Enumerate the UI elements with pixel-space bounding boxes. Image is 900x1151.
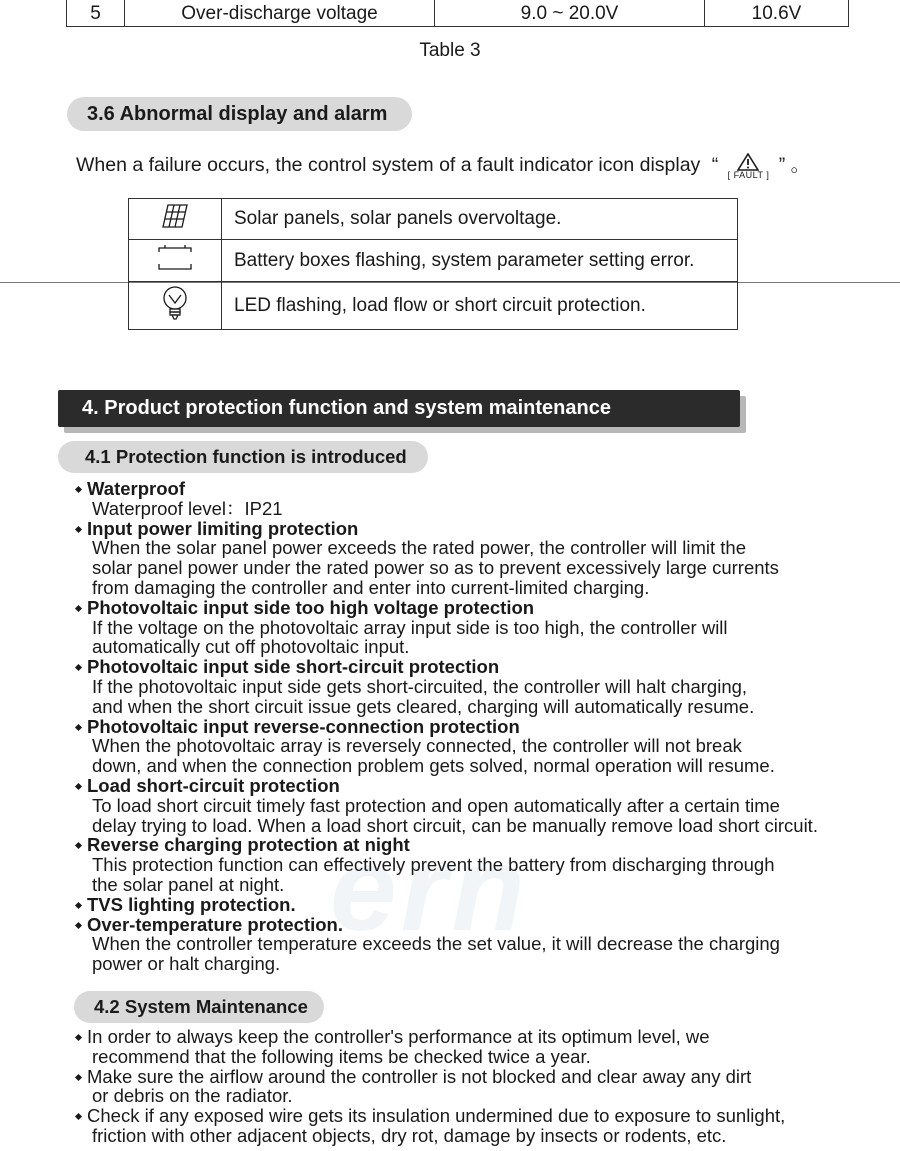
item-line: power or halt charging. bbox=[92, 953, 281, 975]
battery-icon bbox=[155, 244, 195, 272]
close-quote: ” bbox=[778, 154, 786, 176]
item-heading: Reverse charging protection at night bbox=[87, 834, 410, 856]
item-heading: Photovoltaic input side short-circuit protection bbox=[87, 656, 500, 678]
item-heading: TVS lighting protection. bbox=[87, 893, 296, 915]
bullet-icon bbox=[75, 664, 82, 671]
item-line: To load short circuit timely fast protection and open automatically after a certain time bbox=[92, 794, 780, 816]
list-item bbox=[76, 717, 818, 737]
led-bulb-icon bbox=[160, 285, 190, 321]
item-heading: Input power limiting protection bbox=[87, 517, 359, 539]
fault-intro-text: When a failure occurs, the control system of a fault indicator icon display bbox=[76, 154, 701, 176]
bullet-icon bbox=[75, 486, 82, 493]
table-cell-range: 9.0 ~ 20.0V bbox=[435, 0, 705, 26]
end-mark: 。 bbox=[790, 154, 811, 176]
solar-panel-icon bbox=[160, 202, 190, 230]
bullet-icon bbox=[75, 1034, 82, 1041]
item-line: If the voltage on the photovoltaic array input side is too high, the controller will bbox=[92, 616, 728, 638]
item-line: automatically cut off photovoltaic input. bbox=[92, 636, 410, 658]
item-heading: Waterproof bbox=[87, 478, 185, 499]
list-item bbox=[76, 1027, 785, 1047]
item-line: solar panel power under the rated power so as to prevent excessively large currents bbox=[92, 557, 779, 579]
bullet-icon bbox=[75, 1113, 82, 1120]
table-row bbox=[129, 240, 738, 282]
item-heading: Photovoltaic input reverse-connection protection bbox=[87, 715, 520, 737]
item-line: Check if any exposed wire gets its insulation undermined due to exposure to sunlight, bbox=[87, 1105, 786, 1127]
list-item bbox=[76, 895, 818, 915]
bullet-icon bbox=[75, 724, 82, 731]
item-line: or debris on the radiator. bbox=[92, 1085, 293, 1107]
item-line: delay trying to load. When a load short circuit, can be manually remove load short circuit. bbox=[92, 814, 818, 836]
table-row bbox=[129, 199, 738, 240]
maintenance-list bbox=[76, 1027, 785, 1146]
spec-table-row bbox=[66, 0, 849, 27]
item-line: This protection function can effectively prevent the battery from discharging through bbox=[92, 854, 775, 876]
icon-cell bbox=[129, 199, 222, 240]
list-item bbox=[76, 1106, 785, 1126]
icon-cell bbox=[129, 282, 222, 330]
list-item bbox=[76, 479, 818, 499]
section-4-banner: 4. Product protection function and system maintenance bbox=[58, 390, 740, 427]
item-line: Waterproof level：IP21 bbox=[92, 497, 283, 519]
warning-triangle-icon bbox=[737, 153, 759, 171]
bullet-icon bbox=[75, 921, 82, 928]
protection-list bbox=[76, 479, 818, 974]
fault-icon-table bbox=[128, 198, 738, 330]
list-item bbox=[76, 598, 818, 618]
table-cell-value: 10.6V bbox=[751, 3, 802, 24]
table-cell-no: 5 bbox=[67, 0, 125, 26]
item-line: and when the short circuit issue gets cleared, charging will automatically resume. bbox=[92, 695, 755, 717]
bullet-icon bbox=[75, 1074, 82, 1081]
bullet-icon bbox=[75, 842, 82, 849]
item-line: down, and when the connection problem gets solved, normal operation will resume. bbox=[92, 755, 775, 777]
fault-row-text: Battery boxes flashing, system parameter setting error. bbox=[222, 240, 738, 282]
item-line: In order to always keep the controller's performance at its optimum level, we bbox=[87, 1026, 710, 1047]
fault-row-text: LED flashing, load flow or short circuit protection. bbox=[222, 282, 738, 330]
item-line: When the photovoltaic array is reversely connected, the controller will not break bbox=[92, 735, 742, 757]
list-item bbox=[76, 519, 818, 539]
section-3-6-heading: 3.6 Abnormal display and alarm bbox=[67, 97, 412, 131]
bullet-icon bbox=[75, 783, 82, 790]
list-item bbox=[76, 835, 818, 855]
item-line: When the controller temperature exceeds the set value, it will decrease the charging bbox=[92, 933, 780, 955]
bullet-icon bbox=[75, 605, 82, 612]
item-line: When the solar panel power exceeds the rated power, the controller will limit the bbox=[92, 537, 747, 559]
item-line: from damaging the controller and enter into current-limited charging. bbox=[92, 576, 650, 598]
fault-label: [ FAULT ] bbox=[727, 170, 770, 181]
table-caption: Table 3 bbox=[419, 40, 481, 61]
bullet-icon bbox=[75, 902, 82, 909]
fault-row-text: Solar panels, solar panels overvoltage. bbox=[222, 199, 738, 240]
watermark: ern bbox=[330, 822, 529, 956]
item-heading: Over-temperature protection. bbox=[87, 913, 343, 935]
fault-intro bbox=[76, 149, 810, 179]
item-line: If the photovoltaic input side gets short-circuited, the controller will halt charging, bbox=[92, 675, 748, 697]
item-heading: Load short-circuit protection bbox=[87, 774, 340, 796]
list-item bbox=[76, 1067, 785, 1087]
icon-cell bbox=[129, 240, 222, 282]
item-line: Make sure the airflow around the controller is not blocked and clear away any dirt bbox=[87, 1065, 752, 1087]
open-quote: “ bbox=[711, 154, 719, 176]
table-row bbox=[129, 282, 738, 330]
list-item bbox=[76, 915, 818, 935]
item-heading: Photovoltaic input side too high voltage protection bbox=[87, 596, 535, 618]
list-item bbox=[76, 657, 818, 677]
item-line: the solar panel at night. bbox=[92, 873, 285, 895]
table-cell-name: Over-discharge voltage bbox=[125, 0, 435, 26]
bullet-icon bbox=[75, 526, 82, 533]
item-line: friction with other adjacent objects, dry rot, damage by insects or rodents, etc. bbox=[92, 1124, 727, 1146]
item-line: recommend that the following items be checked twice a year. bbox=[92, 1045, 591, 1067]
fault-indicator bbox=[728, 153, 770, 180]
section-4-2-heading: 4.2 System Maintenance bbox=[74, 991, 324, 1023]
section-4-1-heading: 4.1 Protection function is introduced bbox=[58, 441, 428, 473]
list-item bbox=[76, 776, 818, 796]
